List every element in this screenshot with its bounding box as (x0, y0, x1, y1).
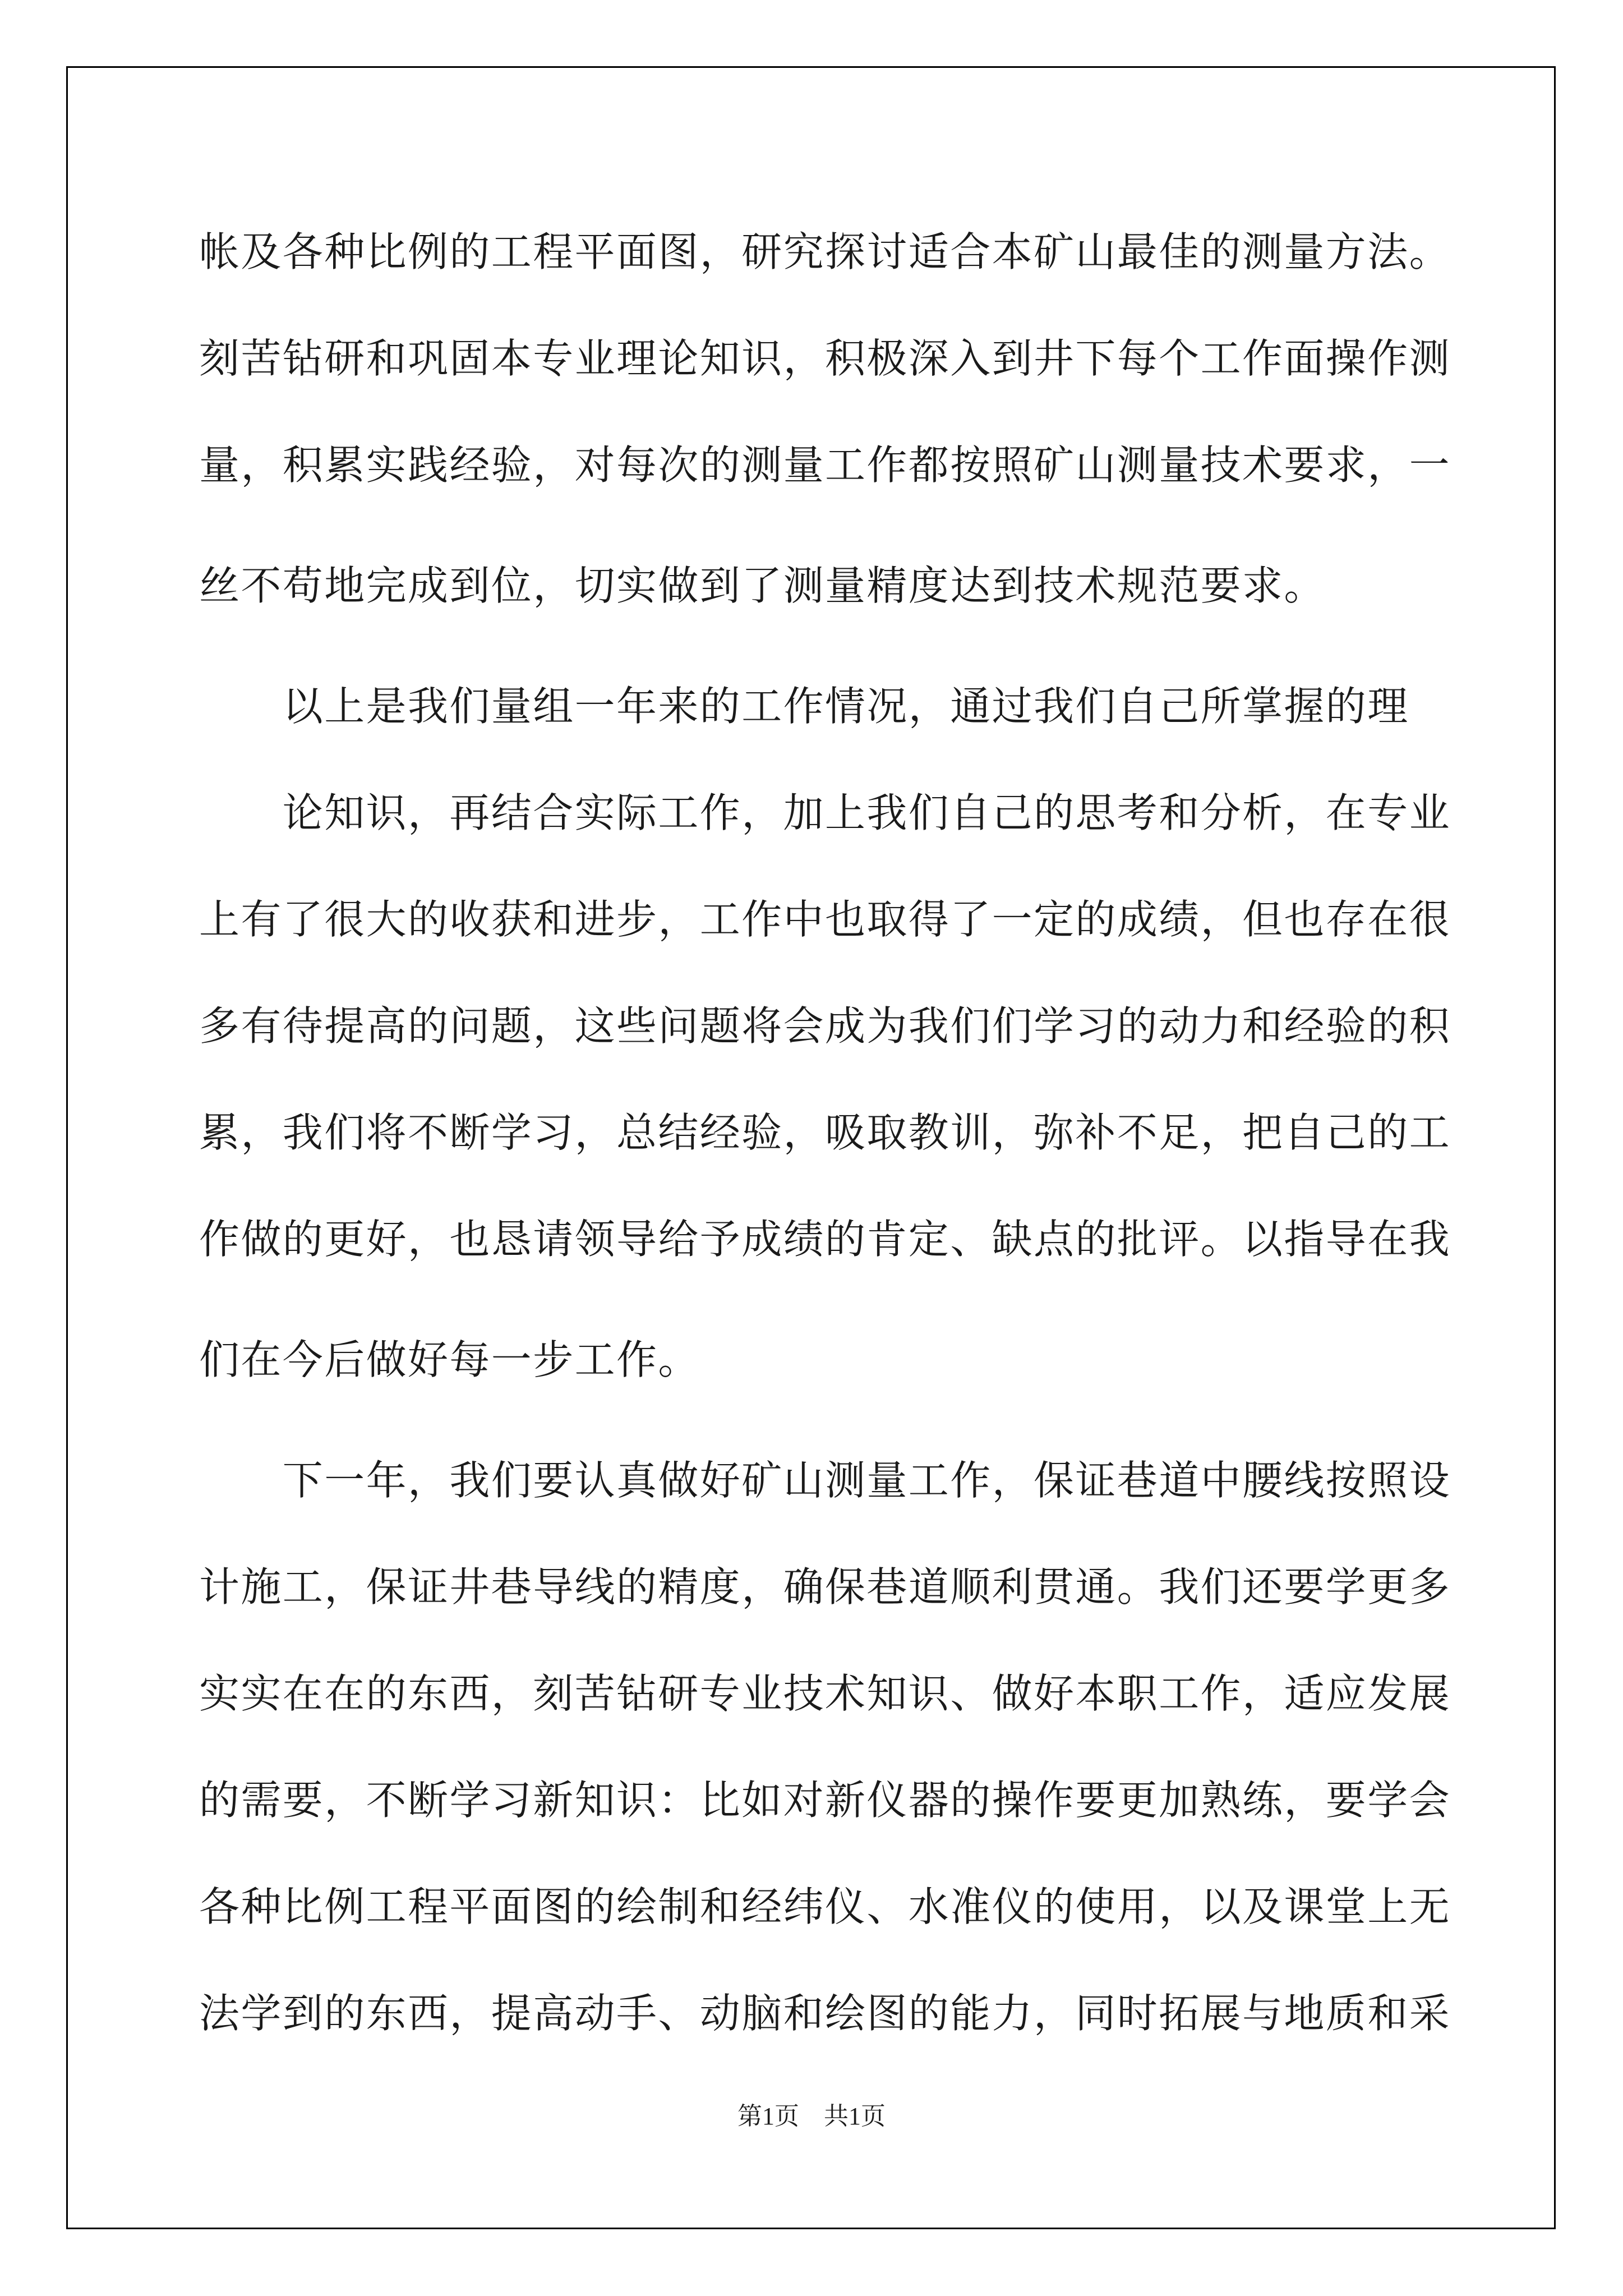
text-line: 累，我们将不断学习，总结经验，吸取教训，弥补不足，把自己的工 (199, 1109, 1451, 1156)
text-line: 上有了很大的收获和进步，工作中也取得了一定的成绩，但也存在很 (199, 896, 1451, 943)
text-line: 实实在在的东西，刻苦钻研专业技术知识、做好本职工作，适应发展 (199, 1670, 1451, 1717)
text-line: 们在今后做好每一步工作。 (199, 1336, 700, 1383)
text-line: 帐及各种比例的工程平面图，研究探讨适合本矿山最佳的测量方法。 (199, 228, 1451, 275)
text-line: 作做的更好，也恳请领导给予成绩的肯定、缺点的批评。以指导在我 (199, 1216, 1451, 1263)
text-line: 量，积累实践经验，对每次的测量工作都按照矿山测量技术要求，一 (199, 441, 1451, 489)
page-number-footer: 第1页 共1页 (737, 2102, 886, 2130)
text-line: 多有待提高的问题，这些问题将会成为我们们学习的动力和经验的积 (199, 1002, 1451, 1050)
text-line: 刻苦钻研和巩固本专业理论知识，积极深入到井下每个工作面操作测 (199, 335, 1451, 382)
text-line: 论知识，再结合实际工作，加上我们自己的思考和分析，在专业 (199, 789, 1451, 836)
text-line: 丝不苟地完成到位，切实做到了测量精度达到技术规范要求。 (199, 562, 1326, 609)
text-line: 法学到的东西，提高动手、动脑和绘图的能力，同时拓展与地质和采 (199, 1990, 1451, 2037)
document-body (199, 199, 1451, 2067)
text-line: 以上是我们量组一年来的工作情况，通过我们自己所掌握的理 (199, 683, 1409, 730)
text-line: 计施工，保证井巷导线的精度，确保巷道顺利贯通。我们还要学更多 (199, 1563, 1451, 1611)
text-line: 下一年，我们要认真做好矿山测量工作，保证巷道中腰线按照设 (199, 1457, 1451, 1504)
text-line: 各种比例工程平面图的绘制和经纬仪、水准仪的使用，以及课堂上无 (199, 1883, 1451, 1930)
text-line: 的需要，不断学习新知识：比如对新仪器的操作要更加熟练，要学会 (199, 1777, 1451, 1824)
